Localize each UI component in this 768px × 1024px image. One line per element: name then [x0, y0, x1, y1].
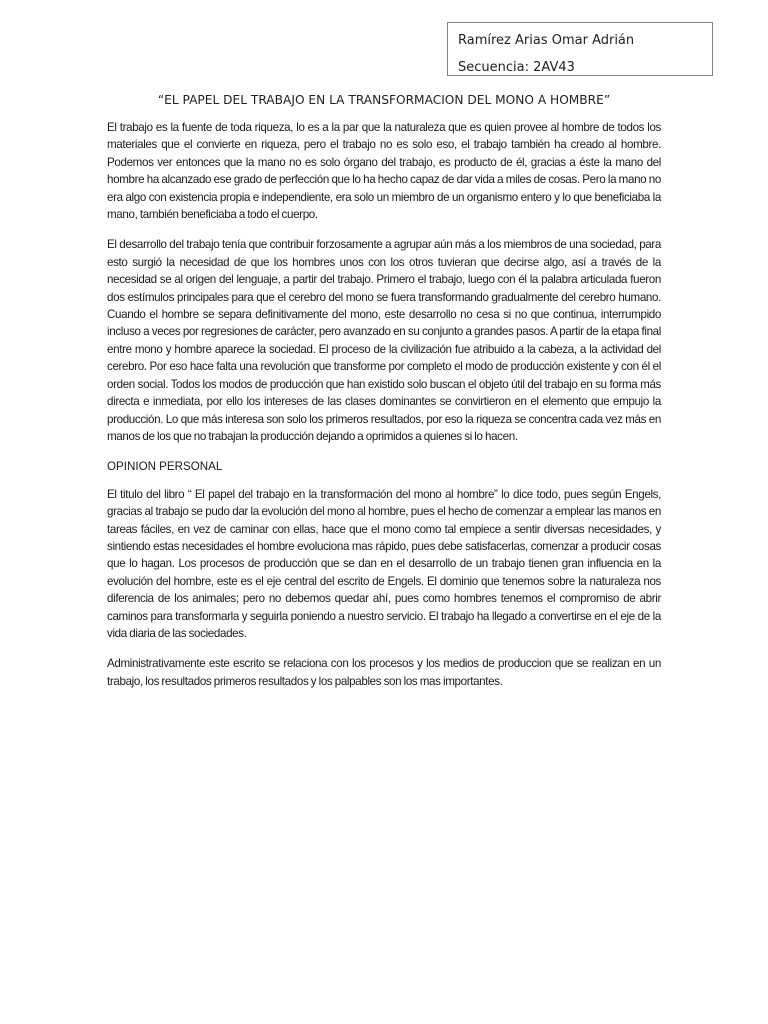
opinion-heading: OPINION PERSONAL [107, 460, 223, 474]
document-body [107, 119, 661, 703]
paragraph-1: El trabajo es la fuente de toda riqueza, lo es a la par que la naturaleza que es quien provee al hombre de todos los materiales que el convierte en riqueza, pero el trabajo no es solo eso, el trabajo también ha creado al hombre. Podemos ver entonces que la mano no es solo órgano del trabajo, es producto de él, gracias a éste la mano del hombre ha alcanzado ese grado de perfección que lo ha hecho capaz de dar vida a miles de cosas. Pero la mano no era algo con existencia propia e independiente, era solo un miembro de un organismo entero y lo que beneficiaba la mano, también beneficiaba a todo el cuerpo. [107, 121, 661, 222]
author-name: Ramírez Arias Omar Adrián [458, 33, 635, 48]
document-title: “EL PAPEL DEL TRABAJO EN LA TRANSFORMACION DEL MONO A HOMBRE” [157, 93, 611, 107]
author-info-box [447, 22, 713, 76]
opinion-paragraph-1: El titulo del libro “ El papel del trabajo en la transformación del mono al hombre” lo dice todo, pues según Engels, gracias al trabajo se pudo dar la evolución del mono al hombre, pues el hecho de comenzar a emplear las manos en tareas fáciles, en vez de caminar con ellas, hace que el mono como tal empiece a sentir diversas necesidades, y sintiendo estas necesidades el hombre evoluciona mas rápido, pues debe satisfacerlas, comenzar a producir cosas que lo hagan. Los procesos de producción que se dan en el desarrollo de un trabajo tienen gran influencia en la evolución del hombre, este es el eje central del escrito de Engels. El dominio que tenemos sobre la naturaleza nos diferencia de los animales; pero no debemos quedar ahí, pues como hombres tenemos el compromiso de abrir caminos para transformarla y seguirla poniendo a nuestro servicio. El trabajo ha llegado a convertirse en el eje de la vida diaria de las sociedades. [107, 487, 661, 640]
sequence-label: Secuencia: 2AV43 [458, 60, 575, 75]
paragraph-2: El desarrollo del trabajo tenía que contribuir forzosamente a agrupar aún más a los miembros de una sociedad, para esto surgió la necesidad de que los hombres unos con los otros tuvieran que decirse algo, así a través de la necesidad se al origen del lenguaje, a partir del trabajo. Primero el trabajo, luego con él la palabra articulada fueron dos estímulos principales para que el cerebro del mono se fuera transformando gradualmente del cerebro humano. Cuando el hombre se separa definitivamente del mono, este desarrollo no cesa si no que continua, interrumpido incluso a veces por regresiones de carácter, pero avanzado en su conjunto a grandes pasos. A partir de la etapa final entre mono y hombre aparece la sociedad. El proceso de la civilización fue atribuido a la cabeza, a la actividad del cerebro. Por eso hace falta una revolución que transforme por completo el modo de producción existente y con él el orden social. Todos los modos de producción que han existido solo buscan el objeto útil del trabajo en su forma más directa e inmediata, por ello los intereses de las clases dominantes se convirtieron en el elemento que empujo la producción. Lo que más interesa son solo los primeros resultados, por eso la riqueza se concentra cada vez más en manos de los que no trabajan la producción dejando a oprimidos a quienes si lo hacen. [107, 238, 661, 443]
opinion-paragraph-2: Administrativamente este escrito se relaciona con los procesos y los medios de produccion que se realizan en un trabajo, los resultados primeros resultados y los palpables son los mas importantes. [107, 657, 661, 688]
